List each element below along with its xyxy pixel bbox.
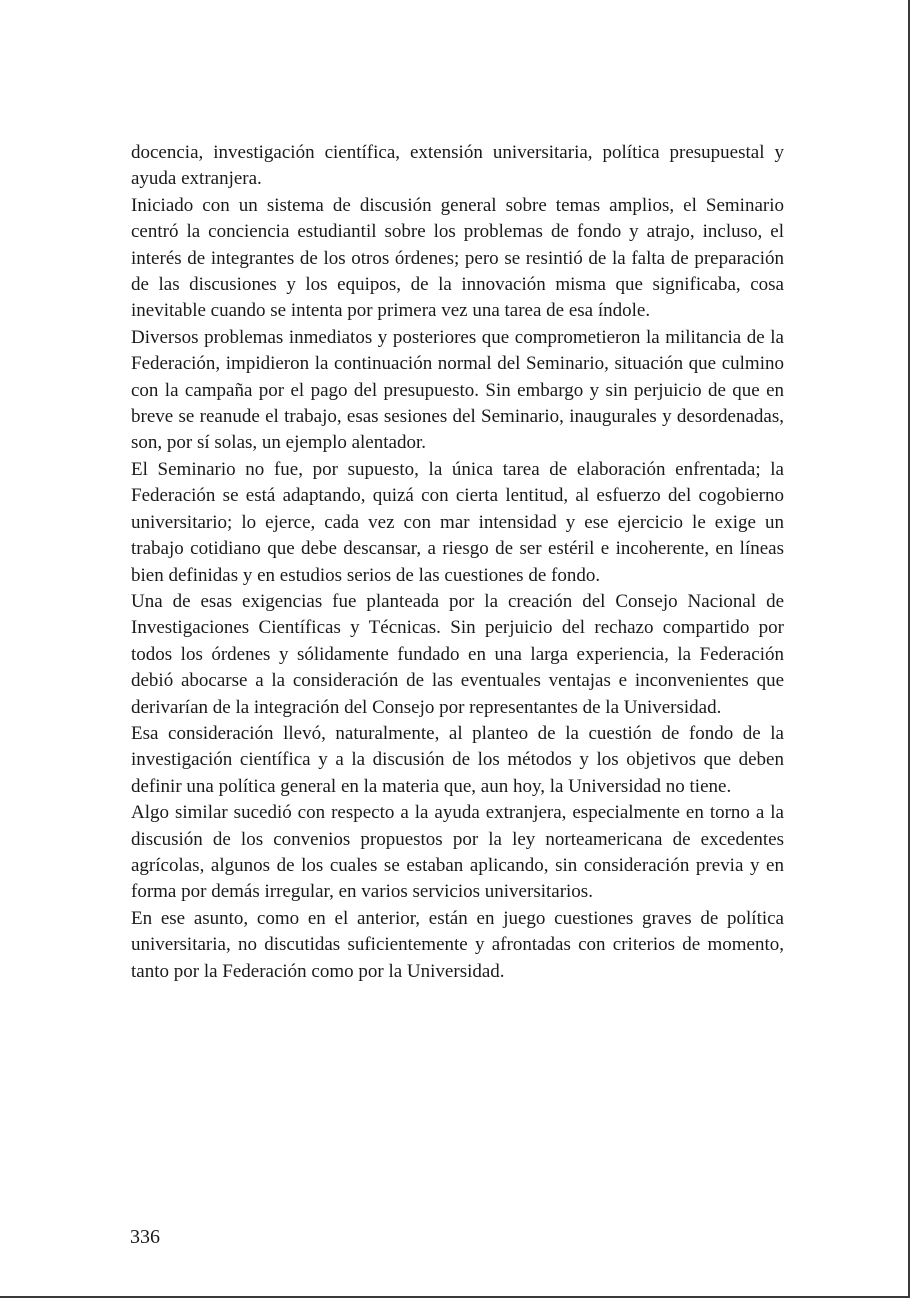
body-text <box>131 140 784 985</box>
paragraph: Algo similar sucedió con respecto a la ayuda extranjera, especialmente en torno a la discusión de los convenios propuestos por la ley norteamericana de excedentes agrícolas, algunos de los cuales se estaban aplicando, sin consideración previa y en forma por demás irregular, en varios servicios universitarios. <box>131 802 784 903</box>
page-number: 336 <box>130 1226 160 1248</box>
paragraph: docencia, investigación científica, extensión universitaria, política presupuestal y ayuda extranjera. <box>131 142 784 190</box>
paragraph: Iniciado con un sistema de discusión general sobre temas amplios, el Seminario centró la conciencia estudiantil sobre los problemas de fondo y atrajo, incluso, el interés de integrantes de los otros órdenes; pero se resintió de la falta de preparación de las discusiones y los equipos, de la innovación misma que significaba, cosa inevitable cuando se intenta por primera vez una tarea de esa índole. <box>131 194 784 322</box>
paragraph: Una de esas exigencias fue planteada por la creación del Consejo Nacional de Investigaciones Científicas y Técnicas. Sin perjuicio del rechazo compartido por todos los órdenes y sólidamente fundado en una larga experiencia, la Federación debió abocarse a la consideración de las eventuales ventajas e inconvenientes que derivarían de la integración del Consejo por representantes de la Universidad. <box>131 590 784 718</box>
paragraph: Esa consideración llevó, naturalmente, al planteo de la cuestión de fondo de la investigación científica y a la discusión de los métodos y los objetivos que deben definir una política general en la materia que, aun hoy, la Universidad no tiene. <box>131 722 784 797</box>
paragraph: Diversos problemas inmediatos y posteriores que comprometieron la militancia de la Federación, impidieron la continuación normal del Seminario, situación que culmino con la campaña por el pago del presupuesto. Sin embargo y sin perjuicio de que en breve se reanude el trabajo, esas sesiones del Seminario, inaugurales y desordenadas, son, por sí solas, un ejemplo alentador. <box>131 326 784 454</box>
paragraph: El Seminario no fue, por supuesto, la única tarea de elaboración enfrentada; la Federación se está adaptando, quizá con cierta lentitud, al esfuerzo del cogobierno universitario; lo ejerce, cada vez con mar intensidad y ese ejercicio le exige un trabajo cotidiano que debe descansar, a riesgo de ser estéril e incoherente, en líneas bien definidas y en estudios serios de las cuestiones de fondo. <box>131 458 784 586</box>
paragraph: En ese asunto, como en el anterior, están en juego cuestiones graves de política universitaria, no discutidas suficientemente y afrontadas con criterios de momento, tanto por la Federación como por la Universidad. <box>131 907 784 982</box>
